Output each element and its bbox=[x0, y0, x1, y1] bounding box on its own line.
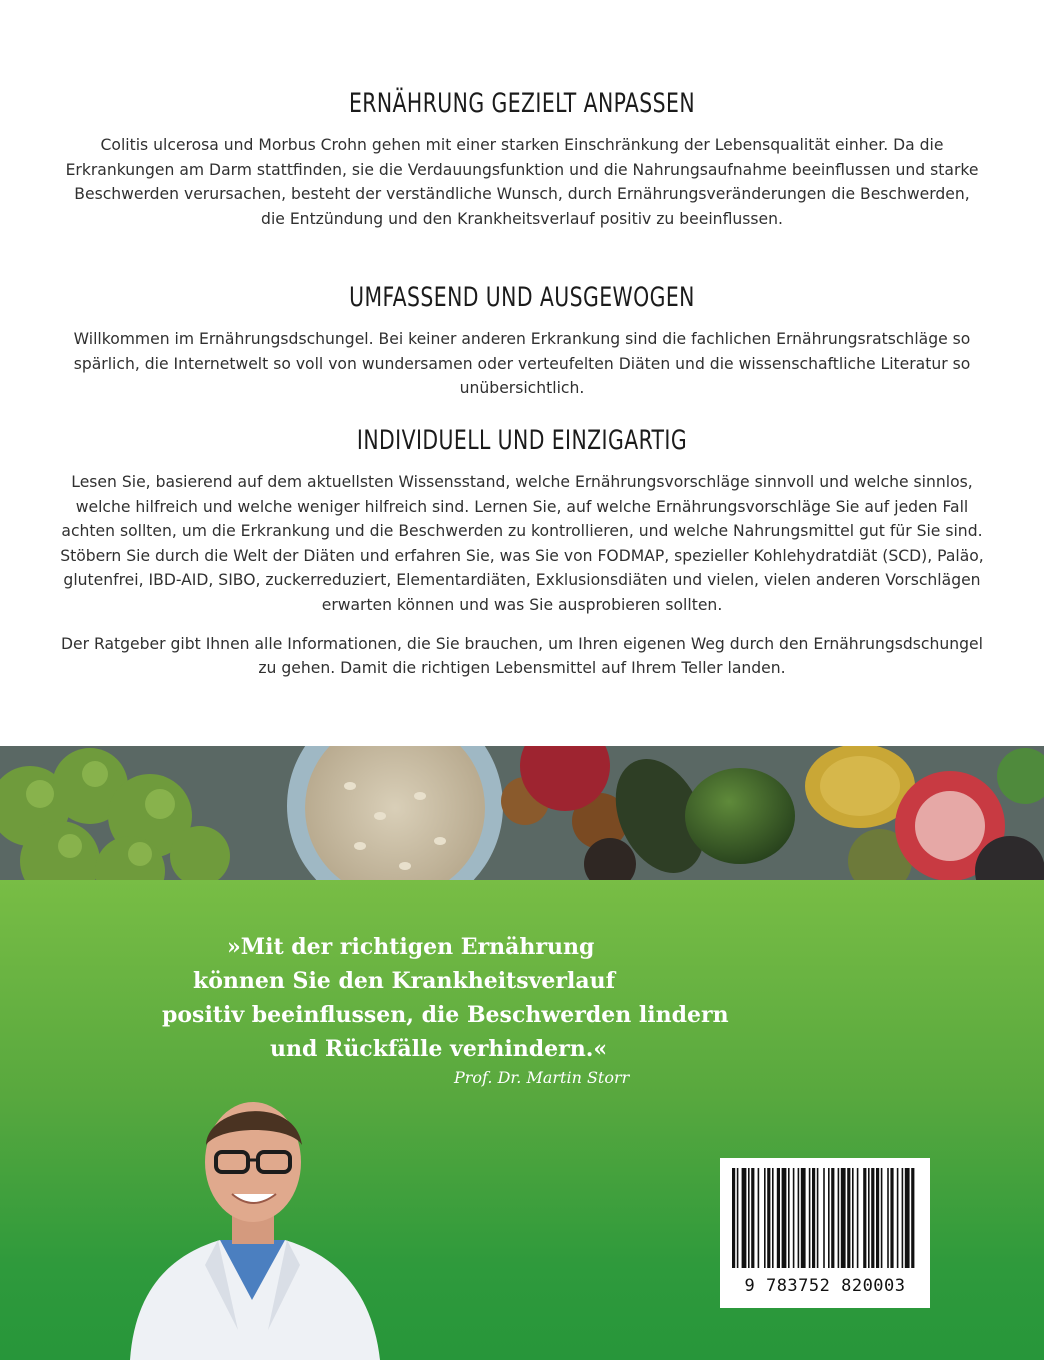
barcode-bar bbox=[793, 1168, 795, 1268]
food-photo-image bbox=[0, 746, 1044, 880]
section-individuell bbox=[60, 425, 984, 681]
barcode-bar bbox=[751, 1168, 754, 1268]
barcode-bars bbox=[720, 1158, 930, 1276]
quote-author: Prof. Dr. Martin Storr bbox=[454, 1068, 630, 1087]
section-paragraph: Lesen Sie, basierend auf dem aktuellsten Wissensstand, welche Ernährungsvorschläge sinnvoll und welche sinnlos, welche hilfreich und welche weniger hilfreich sind. Lernen Sie, auf welche Ernährungsvorschläge Sie auf jeden Fall achten sollten, um die Erkrankung und die Beschwerden zu kontrollieren, und welche Nahrungsmittel gut für Sie sind. Stöbern Sie durch die Welt der Diäten und erfahren Sie, was Sie von FODMAP, spezieller Kohlehydratdiät (SCD), Paläo, glutenfrei, IBD-AID, SIBO, zuckerreduziert, Elementardiäten, Exklusionsdiäten und vielen, vielen anderen Vorschlägen erwarten können und was Sie ausprobieren sollten. bbox=[60, 473, 984, 614]
barcode-bar bbox=[767, 1168, 770, 1268]
section-paragraph: Der Ratgeber gibt Ihnen alle Informationen, die Sie brauchen, um Ihren eigenen Weg durch den Ernährungsdschungel zu gehen. Damit die richtigen Lebensmittel auf Ihrem Teller landen. bbox=[61, 634, 983, 678]
barcode-bar bbox=[868, 1168, 870, 1268]
quote-line: können Sie den Krankheitsverlauf bbox=[193, 968, 616, 994]
barcode-bar bbox=[902, 1168, 904, 1268]
barcode-bar bbox=[871, 1168, 874, 1268]
isbn-number: 9 783752 820003 bbox=[744, 1276, 906, 1296]
barcode-bar bbox=[852, 1168, 854, 1268]
barcode-bar bbox=[777, 1168, 780, 1268]
section-heading: INDIVIDUELL UND EINZIGARTIG bbox=[356, 425, 688, 456]
barcode-bar bbox=[788, 1168, 790, 1268]
barcode-bar bbox=[742, 1168, 747, 1268]
section-heading: UMFASSEND UND AUSGEWOGEN bbox=[349, 282, 695, 313]
section-paragraph: Willkommen im Ernährungsdschungel. Bei keiner anderen Erkrankung sind die fachlichen Ernährungsratschläge so spärlich, die Internetwelt so voll von wundersamen oder verteufelten Diäten und die wissenschaftliche Literatur so unübersichtlich. bbox=[73, 330, 971, 398]
food-photo-band bbox=[0, 746, 1044, 880]
section-heading: ERNÄHRUNG GEZIELT ANPASSEN bbox=[348, 88, 696, 119]
barcode-bar bbox=[876, 1168, 879, 1268]
barcode-bar bbox=[881, 1168, 883, 1268]
quote-line: »Mit der richtigen Ernährung bbox=[227, 934, 595, 960]
barcode-bar bbox=[911, 1168, 914, 1268]
barcode-bar bbox=[890, 1168, 893, 1268]
barcode-bar bbox=[732, 1168, 735, 1268]
isbn-barcode bbox=[720, 1158, 930, 1308]
barcode-bar bbox=[897, 1168, 899, 1268]
barcode-bar bbox=[809, 1168, 811, 1268]
section-paragraph: Colitis ulcerosa und Morbus Crohn gehen mit einer starken Einschränkung der Lebensqualität einher. Da die Erkrankungen am Darm stattfinden, sie die Verdauungsfunktion und die Nahrungsaufnahme beeinflussen und starke Beschwerden verursachen, besteht der verständliche Wunsch, durch Ernährungsveränderungen die Beschwerden, die Entzündung und den Krankheitsverlauf positiv zu beeinflussen. bbox=[65, 136, 979, 228]
section-ernaehrung-anpassen bbox=[60, 88, 984, 231]
barcode-bar bbox=[823, 1168, 825, 1268]
barcode-bar bbox=[817, 1168, 819, 1268]
barcode-bar bbox=[847, 1168, 850, 1268]
barcode-bar bbox=[831, 1168, 834, 1268]
barcode-bar bbox=[812, 1168, 815, 1268]
barcode-bar bbox=[764, 1168, 766, 1268]
barcode-bar bbox=[748, 1168, 750, 1268]
barcode-bar bbox=[828, 1168, 830, 1268]
barcode-bar bbox=[905, 1168, 910, 1268]
barcode-bar bbox=[798, 1168, 800, 1268]
section-umfassend bbox=[60, 282, 984, 401]
barcode-bar bbox=[838, 1168, 840, 1268]
barcode-bar bbox=[857, 1168, 859, 1268]
quote-line: positiv beeinflussen, die Beschwerden lindern bbox=[162, 1002, 729, 1028]
quote-line: und Rückfälle verhindern.« bbox=[270, 1036, 608, 1062]
barcode-bar bbox=[772, 1168, 774, 1268]
barcode-bar bbox=[841, 1168, 846, 1268]
barcode-bar bbox=[758, 1168, 760, 1268]
barcode-bar bbox=[801, 1168, 806, 1268]
barcode-bar bbox=[887, 1168, 889, 1268]
barcode-bar bbox=[737, 1168, 739, 1268]
author-portrait bbox=[110, 1090, 390, 1360]
barcode-bar bbox=[863, 1168, 866, 1268]
barcode-bar bbox=[782, 1168, 787, 1268]
